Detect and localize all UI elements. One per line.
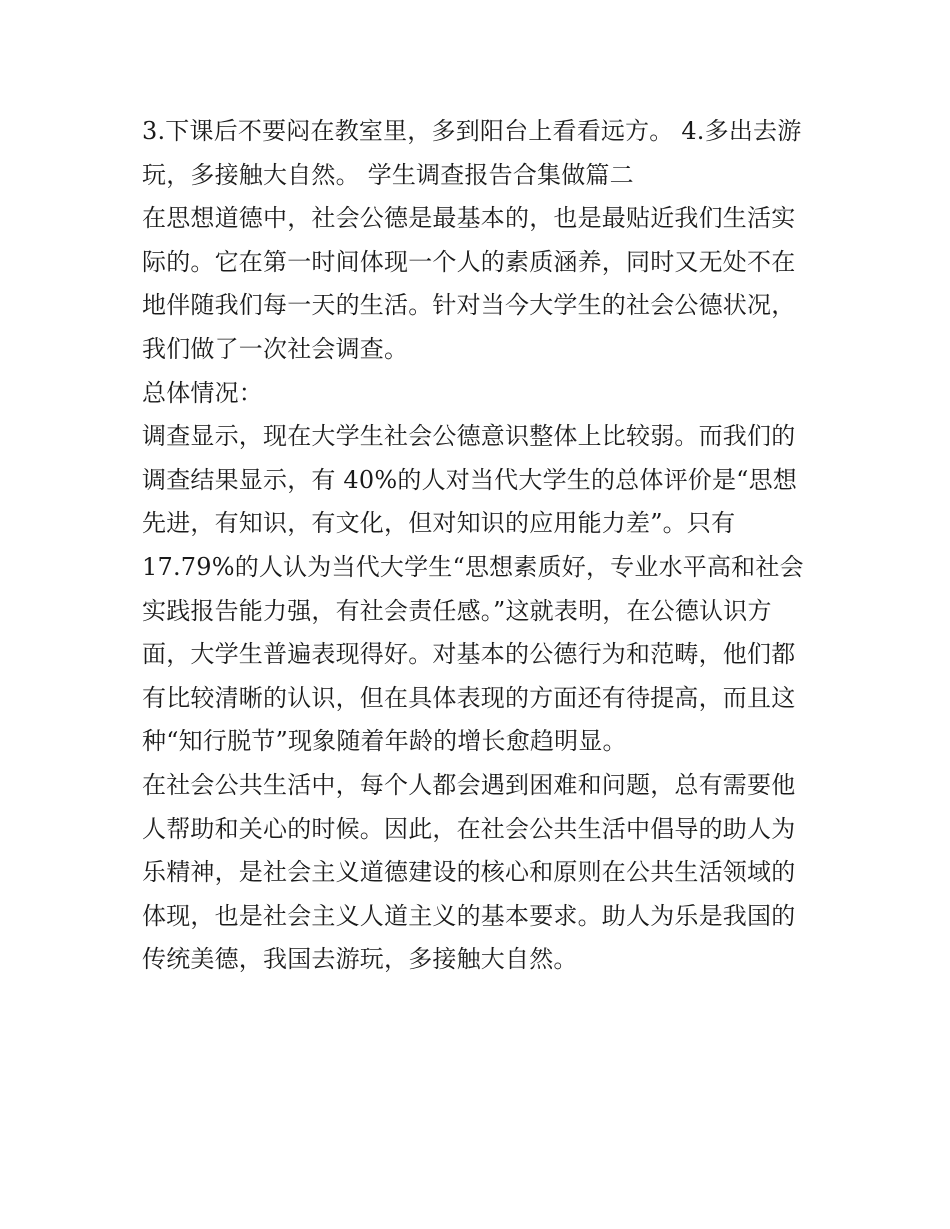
- section-heading: 总体情况：: [142, 378, 263, 407]
- text-line: 际的。它在第一时间体现一个人的素质涵养，同时又无处不在: [142, 247, 796, 276]
- text-line: 3.下课后不要闷在教室里，多到阳台上看看远方。 4.多出去游: [142, 117, 802, 145]
- text-line: 种“知行脱节”现象随着年龄的增长愈趋明显。: [142, 727, 627, 756]
- text-line: 17.79%的人认为当代大学生“思想素质好，专业水平高和社会: [142, 552, 804, 581]
- text-line: 乐精神，是社会主义道德建设的核心和原则在公共生活领域的: [142, 858, 796, 887]
- document-body: [142, 110, 814, 982]
- text-line: 调查显示，现在大学生社会公德意识整体上比较弱。而我们的: [142, 422, 796, 451]
- text-line: 有比较清晰的认识，但在具体表现的方面还有待提高，而且这: [142, 683, 796, 712]
- text-line: 地伴随我们每一天的生活。针对当今大学生的社会公德状况，: [142, 291, 796, 320]
- text-line: 我们做了一次社会调查。: [142, 334, 409, 363]
- text-line: 先进，有知识，有文化，但对知识的应用能力差”。只有: [142, 509, 736, 538]
- text-line: 体现，也是社会主义人道主义的基本要求。助人为乐是我国的: [142, 901, 796, 930]
- text-line: 传统美德，我国去游玩，多接触大自然。: [142, 945, 578, 974]
- text-line: 在思想道德中，社会公德是最基本的，也是最贴近我们生活实: [142, 204, 796, 233]
- text-line: 面，大学生普遍表现得好。对基本的公德行为和范畴，他们都: [142, 640, 796, 669]
- text-line: 玩，多接触大自然。 学生调查报告合集做篇二: [142, 160, 634, 189]
- text-line: 调查结果显示，有 40%的人对当代大学生的总体评价是“思想: [142, 465, 798, 494]
- text-line: 人帮助和关心的时候。因此，在社会公共生活中倡导的助人为: [142, 814, 796, 843]
- text-line: 实践报告能力强，有社会责任感。”这就表明，在公德认识方: [142, 596, 772, 625]
- text-line: 在社会公共生活中，每个人都会遇到困难和问题，总有需要他: [142, 770, 796, 799]
